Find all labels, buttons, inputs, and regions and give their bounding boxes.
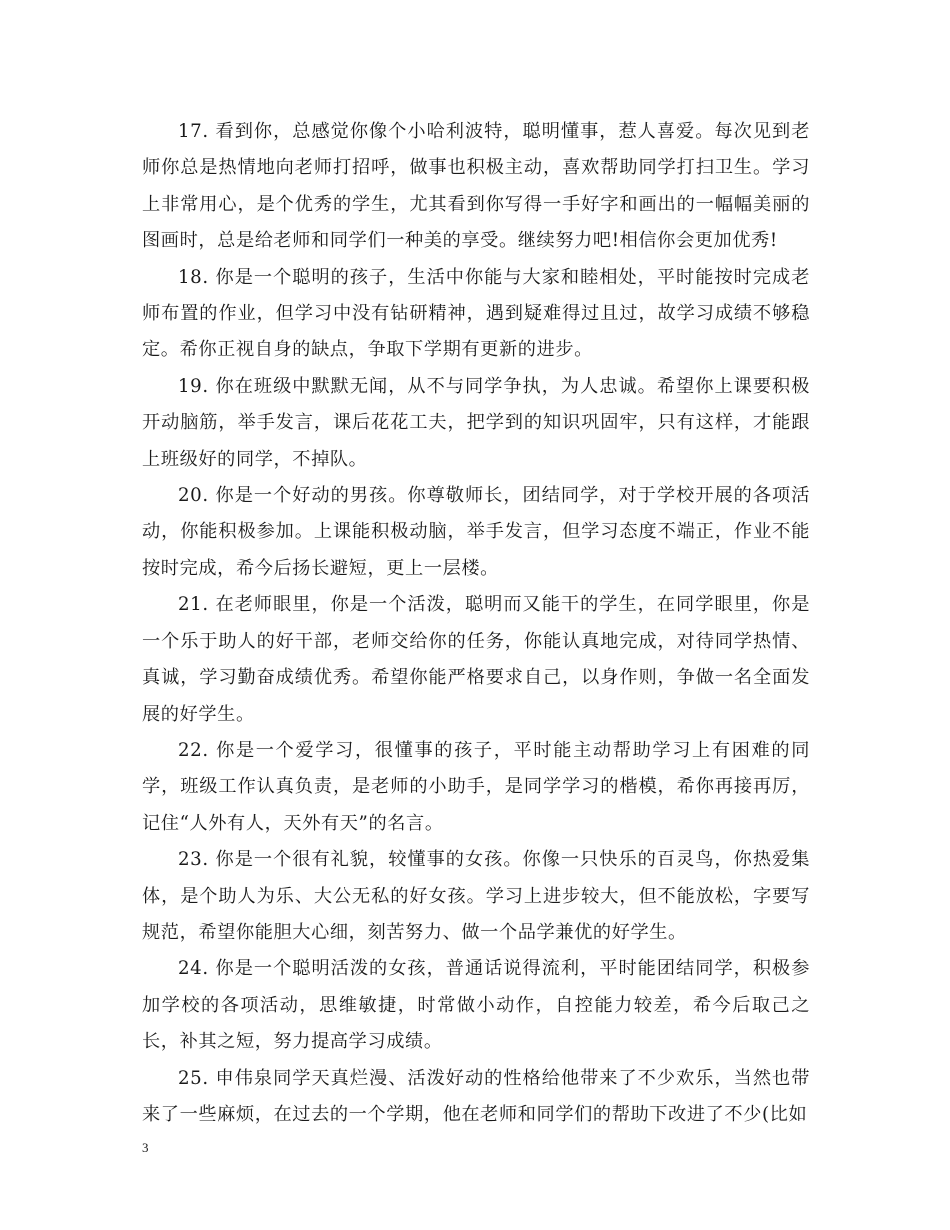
comment-paragraph-20: 20. 你是一个好动的男孩。你尊敬师长，团结同学，对于学校开展的各项活动，你能积极参加。上课能积极动脑，举手发言，但学习态度不端正，作业不能按时完成，希今后扬长避短，更上一层楼。 <box>142 485 810 579</box>
comment-paragraph-24: 24. 你是一个聪明活泼的女孩，普通话说得流利，平时能团结同学，积极参加学校的各项活动，思维敏捷，时常做小动作，自控能力较差，希今后取己之长，补其之短，努力提高学习成绩。 <box>142 958 810 1053</box>
comment-paragraph-19: 19. 你在班级中默默无闻，从不与同学争执，为人忠诚。希望你上课要积极开动脑筋，举手发言，课后花花工夫，把学到的知识巩固牢，只有这样，才能跟上班级好的同学，不掉队。 <box>142 375 810 470</box>
comment-paragraph-23: 23. 你是一个很有礼貌，较懂事的女孩。你像一只快乐的百灵鸟，你热爱集体，是个助人为乐、大公无私的好女孩。学习上进步较大，但不能放松，字要写规范，希望你能胆大心细，刻苦努力、做一个品学兼优的好学生。 <box>142 849 810 943</box>
comment-paragraph-21: 21. 在老师眼里，你是一个活泼，聪明而又能干的学生，在同学眼里，你是一个乐于助人的好干部，老师交给你的任务，你能认真地完成，对待同学热情、真诚，学习勤奋成绩优秀。希望你能严格要求自己，以身作则，争做一名全面发展的好学生。 <box>142 594 810 725</box>
document-body <box>142 114 810 1133</box>
page-number: 3 <box>142 1140 149 1155</box>
comment-paragraph-18: 18. 你是一个聪明的孩子，生活中你能与大家和睦相处，平时能按时完成老师布置的作业，但学习中没有钻研精神，遇到疑难得过且过，故学习成绩不够稳定。希你正视自身的缺点，争取下学期有更新的进步。 <box>142 266 810 361</box>
comment-paragraph-22: 22. 你是一个爱学习，很懂事的孩子，平时能主动帮助学习上有困难的同学，班级工作认真负责，是老师的小助手，是同学学习的楷模，希你再接再厉，记住“人外有人，天外有天”的名言。 <box>142 739 810 834</box>
comment-paragraph-17: 17. 看到你，总感觉你像个小哈利波特，聪明懂事，惹人喜爱。每次见到老师你总是热情地向老师打招呼，做事也积极主动，喜欢帮助同学打扫卫生。学习上非常用心，是个优秀的学生，尤其看到你写得一手好字和画出的一幅幅美丽的图画时，总是给老师和同学们一种美的享受。继续努力吧!相信你会更加优秀! <box>142 121 810 252</box>
comment-paragraph-25: 25. 申伟泉同学天真烂漫、活泼好动的性格给他带来了不少欢乐，当然也带来了一些麻烦，在过去的一个学期，他在老师和同学们的帮助下改进了不少(比如 <box>142 1067 810 1125</box>
